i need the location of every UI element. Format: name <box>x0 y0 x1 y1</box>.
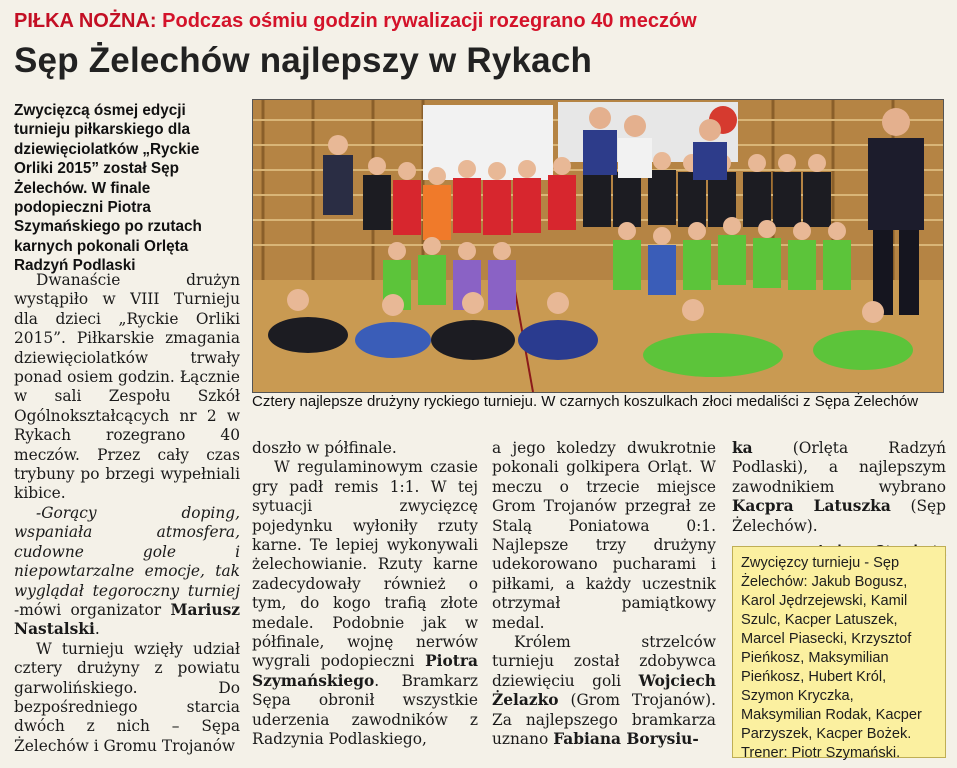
body-paragraph: W turnieju wzięły udział cztery drużyny z powiatu garwolińskiego. Do bezpośredniego starcia dwóch z nich – Sępa Żelechów i Gromu Trojanów <box>14 639 240 755</box>
article-kicker <box>14 10 949 33</box>
kicker-text: Podczas ośmiu godzin rywalizacji rozegrano 40 meczów <box>162 10 697 32</box>
organizer-name: Mariusz Nastalski <box>14 600 240 639</box>
top-scorer-name: Wojciech Żelazko <box>492 671 716 710</box>
lead-text: Zwycięzcą ósmej edycji turnieju piłkarskiego dla dziewięciolatków „Ryckie Orliki 2015” został Sęp Żelechów. W finale podopieczni Piotra Szymańskiego po rzutach karnych pokonali Orlęta Radzyń Podlaski <box>14 102 202 275</box>
team-photo <box>252 99 944 393</box>
punctuation: . <box>94 620 100 639</box>
photo-caption: Cztery najlepsze drużyny ryckiego turnieju. W czarnych koszulkach złoci medaliści z Sępa Żelechów <box>252 393 919 410</box>
best-goalkeeper-name: Fabiana Borysiu- <box>553 730 699 749</box>
quote-paragraph <box>14 504 240 640</box>
body-paragraph: doszło w półfinale. <box>252 439 397 457</box>
article-column-3 <box>492 439 716 750</box>
body-paragraph <box>732 439 946 536</box>
section-label: PIŁKA NOŻNA: <box>14 10 157 32</box>
body-paragraph <box>252 458 478 749</box>
article-headline: Sęp Żelechów najlepszy w Rykach <box>14 41 593 80</box>
body-text: (Sęp Żelechów). <box>732 497 946 535</box>
body-text: (Grom Trojanów). Za najlepszego bramkarza uznano <box>492 691 716 749</box>
quote-attribution: -mówi organizator <box>14 600 171 619</box>
body-paragraph: Dwanaście drużyn wystąpiło w VIII Turnieju dla dzieci „Ryckie Orliki 2015”. Piłkarskie zmagania dziewięciolatków trwały ponad osiem godzin. Łącznie w sali Zespołu Szkół Ogólnokształcących nr 2 w Rykach rozegrano 40 meczów. Przez cały czas trybuny po brzegi wypełniali kibice. <box>14 271 240 503</box>
body-text: . Bramkarz Sępa obronił wszystkie uderzenia zawodników z Radzynia Podlaskiego, <box>252 671 478 749</box>
body-text: Królem strzelców turnieju został zdobywca dziewięciu goli <box>492 633 716 690</box>
body-text: W regulaminowym czasie gry padł remis 1:1. W tej sytuacji zwycięzcę pojedynku wyłoniły rzuty karne. Te lepiej wykonywali żelechowianie. Rzuty karne zadecydowały również o tym, do kogo trafią złote medale. Podobnie jak w półfinale, wojnę nerwów wygrali podopieczni <box>252 458 478 671</box>
winners-infobox <box>732 546 946 761</box>
article-column-1 <box>14 271 240 756</box>
quote-text: -Gorący doping, wspaniała atmosfera, cudowne gole i niepowtarzalne emocje, tak wyglądał tegoroczny turniej <box>14 503 240 600</box>
body-paragraph: a jego koledzy dwukrotnie pokonali golkipera Orląt. W meczu o trzecie miejsce Grom Trojanów przegrał ze Stalą Poniatowa 0:1. Najlepsze trzy drużyny udekorowano pucharami i piłkami, a każdy uczestnik otrzymał pamiątkowy medal. <box>492 439 716 632</box>
article-column-2 <box>252 439 478 750</box>
coach-name: Piotra Szymańskiego <box>252 652 478 690</box>
body-text: (Orlęta Radzyń Podlaski), a najlepszym zawodnikiem wybrano <box>732 439 946 496</box>
body-paragraph <box>492 633 716 749</box>
team-photo-illustration <box>253 100 943 392</box>
best-goalkeeper-name-cont: ka <box>732 439 753 457</box>
best-player-name: Kacpra Latuszka <box>732 497 891 516</box>
winners-list: Zwycięzcy turnieju - Sęp Żelechów: Jakub Bogusz, Karol Jędrzejewski, Kamil Szulc, Kacper Latuszek, Marcel Piasecki, Krzysztof Pieńkosz, Maksymilian Pieńkosz, Hubert Król, Szymon Kryczka, Maksymilian Rodak, Kacper Parzyszek, Kacper Bożek. Trener: Piotr Szymański. <box>741 555 922 761</box>
article-column-4 <box>732 439 946 561</box>
article-lead <box>14 101 240 276</box>
